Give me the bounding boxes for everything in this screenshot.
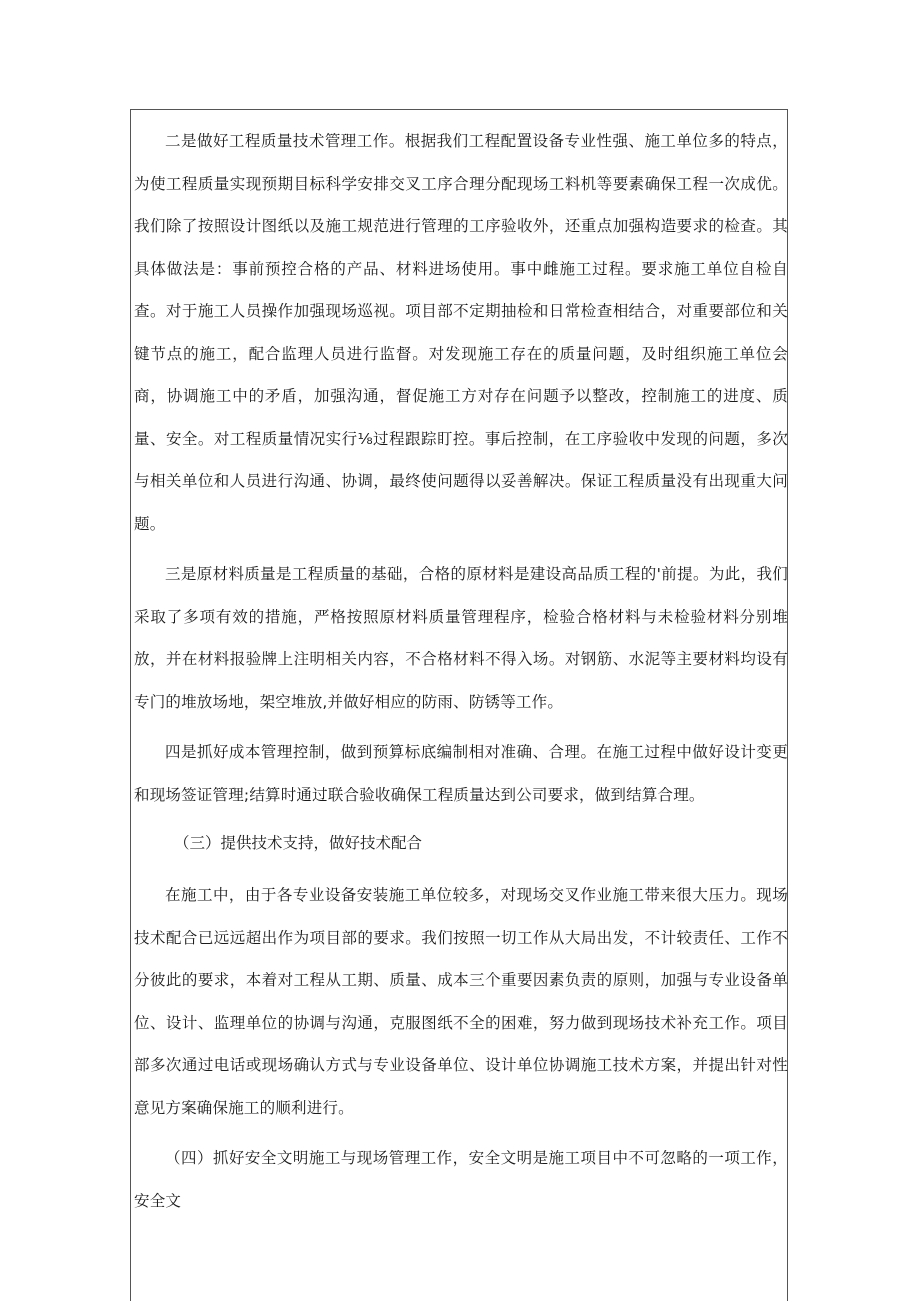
paragraph-tech-coordination: 在施工中，由于各专业设备安装施工单位较多，对现场交叉作业施工带来很大压力。现场技术配合已远远超出作为项目部的要求。我们按照一切工作从大局出发，不计较责任、工作不分彼此的要求，本着对工程从工期、质量、成本三个重要因素负责的原则，加强与专业设备单位、设计、监理单位的协调与沟通，克服图纸不全的困难，努力做到现场技术补充工作。项目部多次通过电话或现场确认方式与专业设备单位、设计单位协调施工技术方案，并提出针对性意见方案确保施工的顺利进行。 [134,886,788,1117]
paragraph-safety-civilized: （四）抓好安全文明施工与现场管理工作，安全文明是施工项目中不可忽略的一项工作，安全文 [134,1149,788,1210]
section-heading-tech-support: （三）提供技术支持，做好技术配合 [174,834,423,852]
paragraph-quality-management: 二是做好工程质量技术管理工作。根据我们工程配置设备专业性强、施工单位多的特点，为使工程质量实现预期目标科学安排交叉工序合理分配现场工料机等要素确保工程一次成优。我们除了按照设计图纸以及施工规范进行管理的工序验收外，还重点加强构造要求的检查。其具体做法是：事前预控合格的产品、材料进场使用。事中雌施工过程。要求施工单位自检自查。对于施工人员操作加强现场巡视。项目部不定期抽检和日常检查相结合，对重要部位和关键节点的施工，配合监理人员进行监督。对发现施工存在的质量问题，及时组织施工单位会商，协调施工中的矛盾，加强沟通，督促施工方对存在问题予以整改，控制施工的进度、质量、安全。对工程质量情况实行⅛过程跟踪盯控。事后控制，在工序验收中发现的问题，多次与相关单位和人员进行沟通、协调，最终使问题得以妥善解决。保证工程质量没有出现重大问题。 [134,132,788,533]
document-body [134,120,788,1230]
paragraph-cost-control: 四是抓好成本管理控制，做到预算标底编制相对准确、合理。在施工过程中做好设计变更和现场签证管理;结算时通过联合验收确保工程质量达到公司要求，做到结算合理。 [134,743,788,804]
paragraph-raw-materials: 三是原材料质量是工程质量的基础，合格的原材料是建设高品质工程的'前提。为此，我们采取了多项有效的措施，严格按照原材料质量管理程序，检验合格材料与未检验材料分别堆放，并在材料报验牌上注明相关内容，不合格材料不得入场。对钢筋、水泥等主要材料均设有专门的堆放场地，架空堆放,并做好相应的防雨、防锈等工作。 [134,565,788,711]
